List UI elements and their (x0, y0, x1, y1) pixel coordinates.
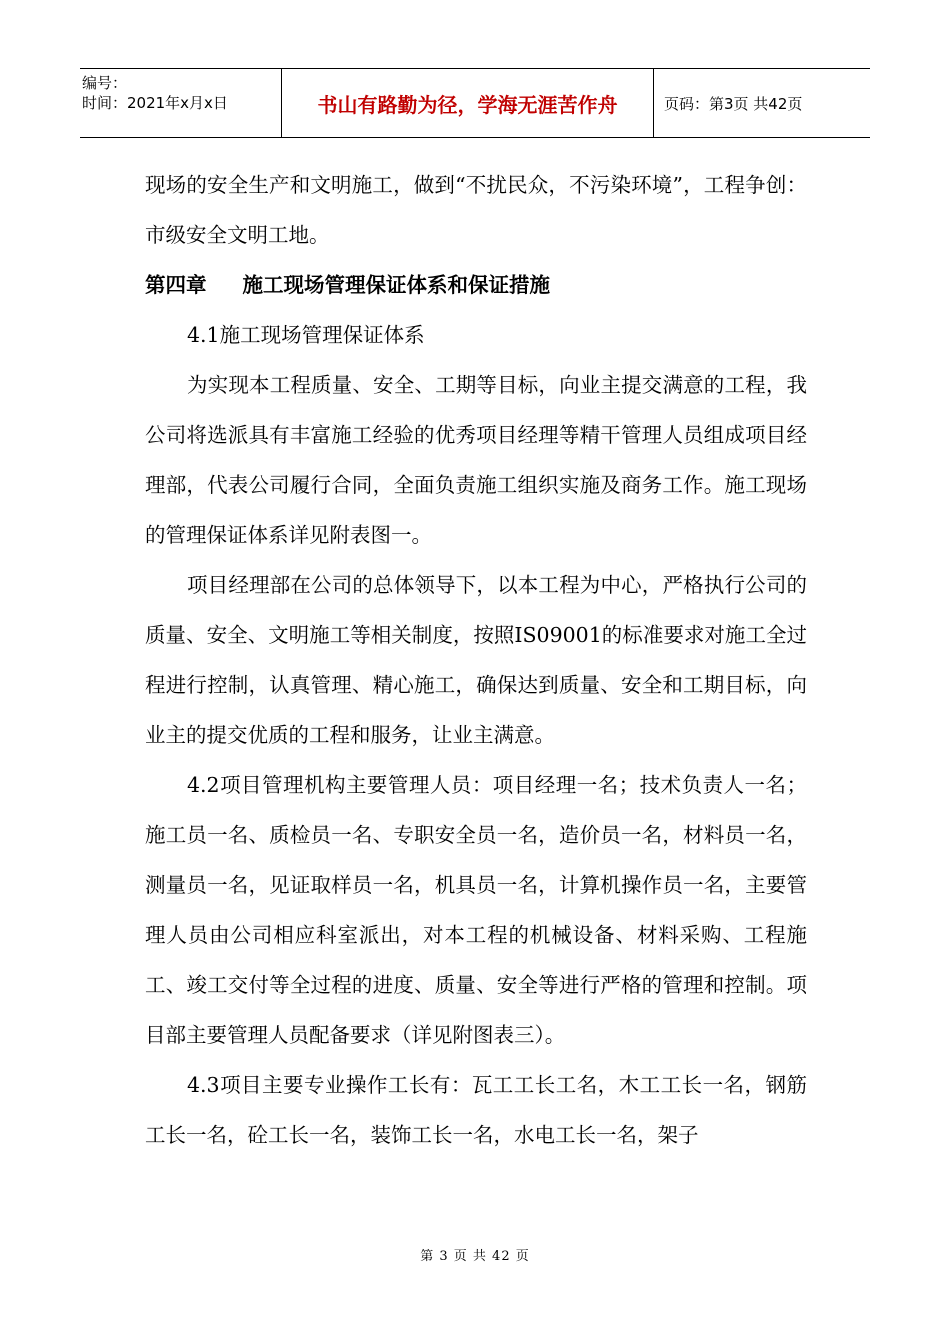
chapter-heading (145, 260, 807, 310)
page-footer: 第 3 页 共 42 页 (420, 1249, 530, 1264)
page-header (80, 68, 870, 138)
paragraph-project-department: 项目经理部在公司的总体领导下，以本工程为中心，严格执行公司的质量、安全、文明施工等相关制度，按照IS09001的标准要求对施工全过程进行控制，认真管理、精心施工，确保达到质量、安全和工期目标，向业主的提交优质的工程和服务，让业主满意。 (145, 573, 807, 747)
header-motto: 书山有路勤为径，学海无涯苦作舟 (317, 92, 618, 117)
document-body (145, 160, 807, 1160)
chapter-number: 第四章 (145, 273, 207, 297)
chapter-title: 施工现场管理保证体系和保证措施 (242, 273, 550, 297)
paragraph-continuation: 现场的安全生产和文明施工，做到“不扰民众，不污染环境”，工程争创：市级安全文明工地。 (145, 173, 807, 247)
section-heading-4-1: 4.1施工现场管理保证体系 (187, 323, 425, 347)
document-date: 时间：2021年x月x日 (82, 94, 228, 112)
header-page-info: 页码：第3页 共42页 (664, 94, 803, 113)
paragraph-management-goal: 为实现本工程质量、安全、工期等目标，向业主提交满意的工程，我公司将选派具有丰富施工经验的优秀项目经理等精干管理人员组成项目经理部，代表公司履行合同，全面负责施工组织实施及商务工作。施工现场的管理保证体系详见附表图一。 (145, 373, 807, 547)
document-number-label: 编号： (82, 74, 128, 92)
paragraph-section-4-2: 4.2项目管理机构主要管理人员：项目经理一名；技术负责人一名；施工员一名、质检员一名、专职安全员一名，造价员一名，材料员一名，测量员一名，见证取样员一名，机具员一名，计算机操作员一名，主要管理人员由公司相应科室派出，对本工程的机械设备、材料采购、工程施工、竣工交付等全过程的进度、质量、安全等进行严格的管理和控制。项目部主要管理人员配备要求（详见附图表三）。 (145, 773, 807, 1047)
header-motto-cell (282, 69, 654, 137)
paragraph-section-4-3: 4.3项目主要专业操作工长有：瓦工工长工名，木工工长一名，钢筋工长一名，砼工长一名，装饰工长一名，水电工长一名，架子 (145, 1073, 807, 1147)
header-meta (80, 69, 282, 137)
